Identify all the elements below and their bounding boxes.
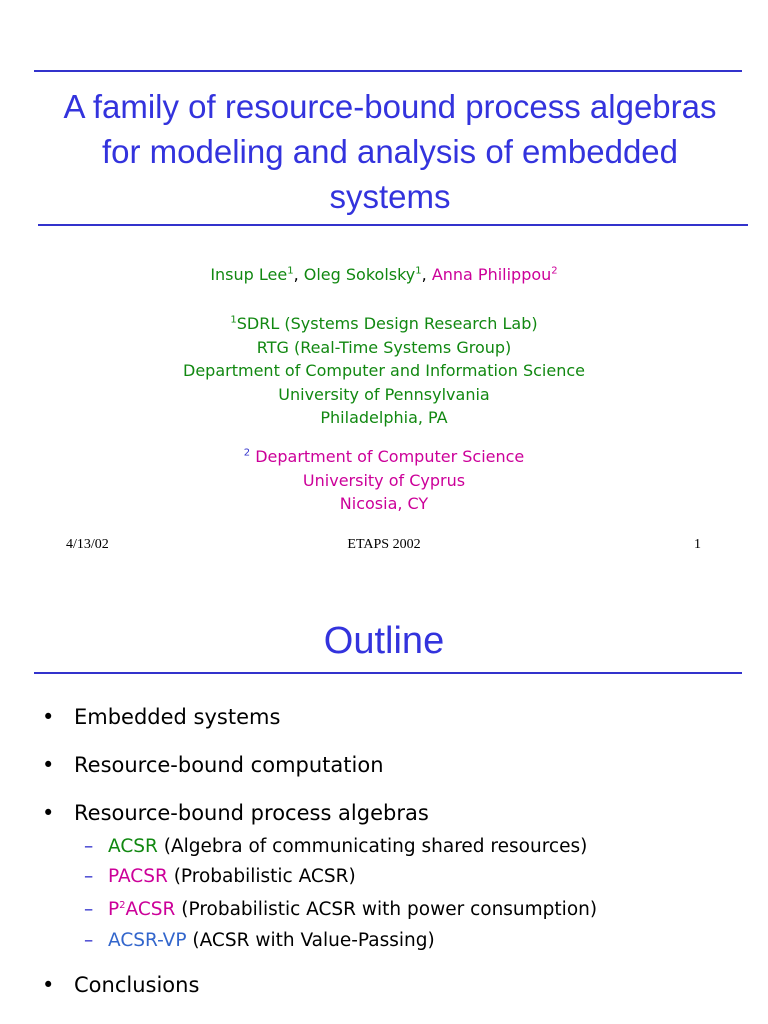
sub-item-desc: (Probabilistic ACSR with power consumption) [175,899,598,920]
author-sup: 1 [415,265,422,277]
sub-item [84,834,587,860]
slide-title: A family of resource-bound process algebras for modeling and analysis of embedded systems [63,88,717,215]
author-separator: , [421,265,432,284]
footer-conference: ETAPS 2002 [347,537,421,552]
author-separator: , [293,265,304,284]
bullet-item: • Conclusions [42,970,199,1000]
author-name: Anna Philippou [431,265,552,284]
dash-icon: – [84,930,94,951]
sub-item-term-prefix: P [108,899,120,920]
dash-icon: – [84,836,94,857]
bullet-item: • Embedded systems [42,702,280,732]
affiliation-penn [0,312,768,430]
affiliation-line: Nicosia, CY [339,494,429,513]
author-sup: 2 [551,265,558,277]
footer-date: 4/13/02 [66,537,109,552]
sub-item [84,897,597,923]
affiliation-line: $^2$ Department of Computer Science [243,447,525,466]
affiliation-line: University of Cyprus [302,470,466,490]
affiliation-line: $^1$SDRL (Systems Design Research Lab) [230,314,538,333]
sub-item-term: ACSR [108,836,158,857]
author-name: Oleg Sokolsky [303,265,416,284]
bullet-icon: • [42,801,55,825]
affiliation-line: RTG (Real-Time Systems Group) [256,337,512,357]
dash-icon: – [84,866,94,887]
top-rule [34,70,742,72]
sub-item-term: ACSR [125,899,176,920]
affiliation-line: Philadelphia, PA [320,408,448,427]
footer-page-number: 1 [694,537,701,552]
bullet-icon: • [42,753,55,777]
outline-rule [34,672,742,674]
sub-item-term: ACSR-VP [108,930,187,951]
affiliation-cyprus [0,445,768,516]
title-rule [38,224,748,226]
author-sup: 1 [287,265,294,277]
dash-icon: – [84,899,94,920]
affiliation-line: Department of Computer and Information Science [183,361,585,380]
sub-item-term: PACSR [108,866,168,887]
outline-title: Outline [323,620,445,662]
sub-item [84,864,356,890]
sub-item-desc: (ACSR with Value-Passing) [186,930,435,951]
sub-item-term-sup: 2 [119,899,126,911]
bullet-icon: • [42,973,55,997]
bullet-item: • Resource-bound process algebras [42,798,429,828]
affiliation-sup: 1 [230,314,237,326]
sub-item-desc: (Algebra of communicating shared resources) [157,836,588,857]
affiliation-line: University of Pennsylvania [278,384,490,404]
bullet-item: • Resource-bound computation [42,750,384,780]
sub-item-desc: (Probabilistic ACSR) [167,866,356,887]
sub-item [84,928,435,954]
author-list [0,264,768,286]
affiliation-sup: 2 [243,447,251,459]
bullet-icon: • [42,705,55,729]
author-name: Insup Lee [210,265,288,284]
